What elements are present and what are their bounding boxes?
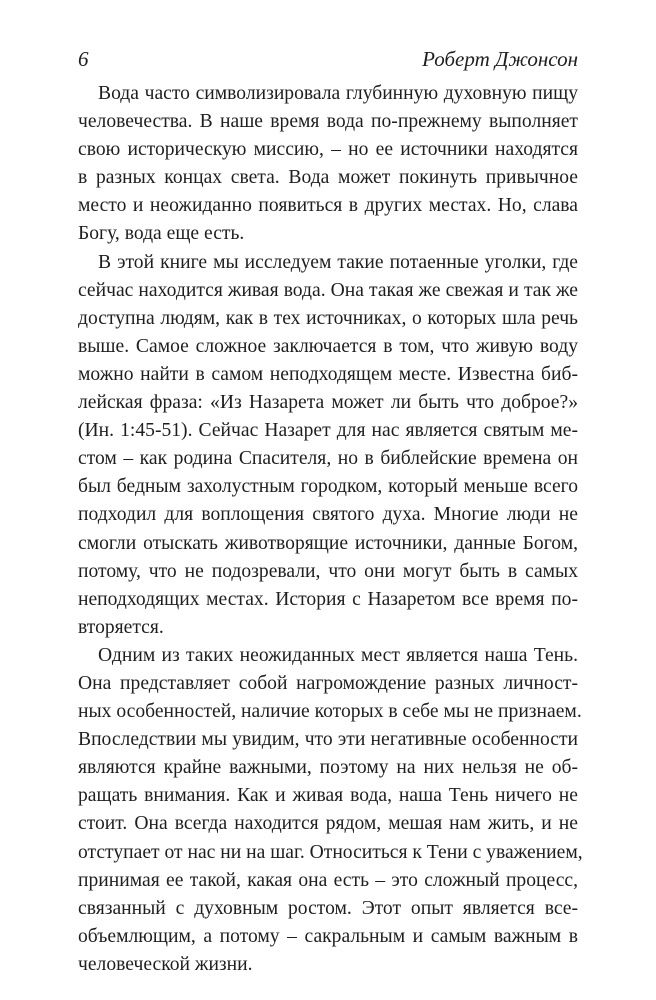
text-line: был бедным захолустным городком, который меньше всего [78,476,578,498]
text-line: Вода часто символизировала глубинную духовную пищу [98,83,578,104]
text-line: Она представляет собой нагромождение разных личност- [78,672,578,694]
text-line: объемлющим, а потому – сакральным и самым важным в [78,925,578,947]
running-header [78,44,578,74]
text-line: Впоследствии мы увидим, что эти негативные особенности [78,729,578,751]
text-line: свою историческую миссию, – но ее источники находятся [78,139,578,161]
paragraph-1 [78,80,578,249]
body-text [78,80,583,979]
text-line: можно найти в самом неподходящем месте. Известна биб- [78,363,578,385]
text-line: доступна людям, как в тех источниках, о которых шла речь [78,307,578,329]
text-line: лейская фраза: «Из Назарета может ли быть что доброе?» [78,392,578,414]
text-line: являются крайне важными, поэтому на них нельзя не об- [78,757,578,779]
text-line: подходил для воплощения святого духа. Многие люди не [78,504,578,526]
text-line: неподходящих местах. История с Назаретом все время по- [78,588,578,610]
running-title: Роберт Джонсон [422,47,578,71]
text-line: ных особенностей, наличие которых в себе мы не признаем. [78,701,582,723]
text-line: стом – как родина Спасителя, но в библейские времена он [78,448,578,470]
text-line: потому, что не подозревали, что они могут быть в самых [78,560,578,582]
text-line: сейчас находится живая вода. Она такая же свежая и так же [78,279,578,301]
text-line: Одним из таких неожиданных мест является наша Тень. [98,644,578,666]
page-number: 6 [78,47,89,71]
text-line: человечества. В наше время вода по-прежнему выполняет [78,111,578,133]
text-line: (Ин. 1:45-51). Сейчас Назарет для нас является святым ме- [78,420,578,442]
text-line: вторяется. [78,616,164,638]
text-line: место и неожиданно появиться в других местах. Но, слава [78,195,578,217]
text-line: стоит. Она всегда находится рядом, мешая нам жить, и не [78,813,578,835]
text-line: отступает от нас ни на шаг. Относиться к Тени с уважением, [78,841,583,863]
text-line: в разных концах света. Вода может покинуть привычное [78,167,578,189]
text-line: принимая ее такой, какая она есть – это сложный процесс, [78,869,578,891]
text-line: человеческой жизни. [78,953,253,975]
paragraph-2 [78,249,578,642]
text-line: связанный с духовным ростом. Этот опыт является все- [78,897,578,919]
paragraph-3 [78,642,583,979]
text-line: ращать внимания. Как и живая вода, наша Тень ничего не [78,785,578,807]
text-line: смогли отыскать животворящие источники, данные Богом, [78,532,578,554]
text-line: выше. Самое сложное заключается в том, что живую воду [78,335,578,357]
text-line: Богу, вода еще есть. [78,223,245,245]
text-line: В этой книге мы исследуем такие потаенные уголки, где [98,251,578,273]
